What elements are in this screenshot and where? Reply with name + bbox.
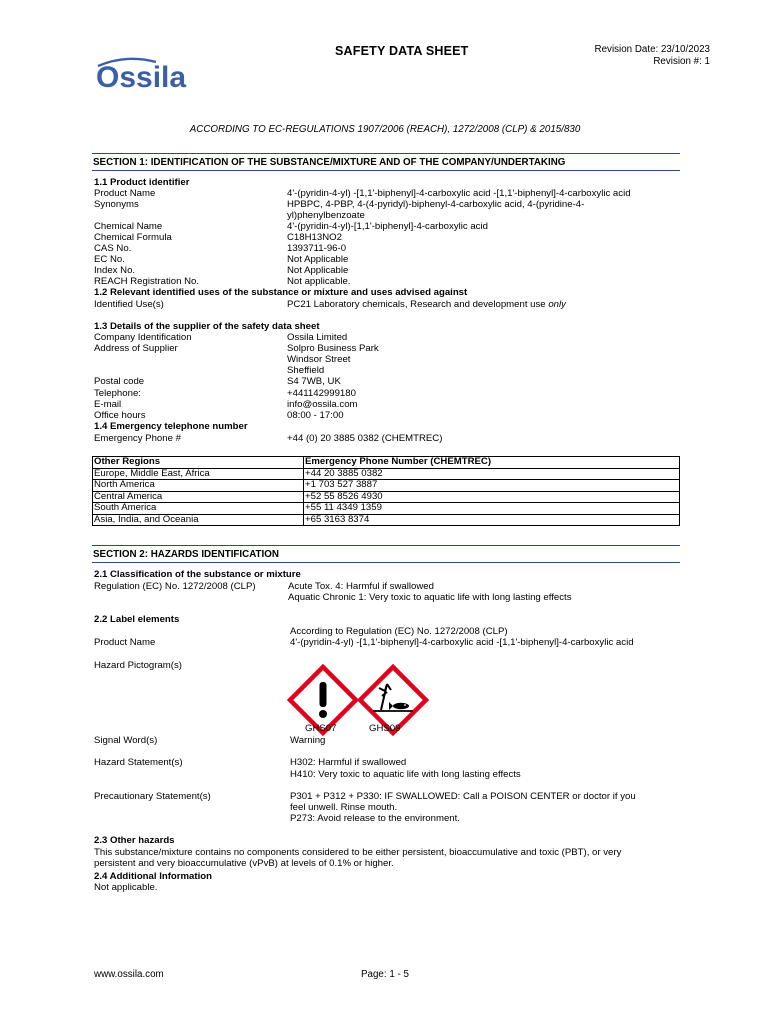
value: P301 + P312 + P330: IF SWALLOWED: Call a POISON CENTER or doctor if you [290,791,636,802]
table-row [93,514,680,526]
svg-text:Ossila: Ossila [96,61,187,92]
section2-heading: SECTION 2: HAZARDS IDENTIFICATION [92,545,680,563]
ghs09-label: GHS09 [369,723,401,734]
label: Synonyms [94,199,139,210]
label: Signal Word(s) [94,735,158,746]
other-hazards-text-2: persistent and very bioaccumulative (vPvB) at levels of 0.1% or higher. [94,858,394,869]
ossila-logo-icon [96,56,204,92]
s12-title: 1.2 Relevant identified uses of the substance or mixture and uses advised against [94,287,468,298]
label: Telephone: [94,388,141,399]
s14-title: 1.4 Emergency telephone number [94,421,248,432]
s22-title: 2.2 Label elements [94,614,180,625]
value: Not Applicable [287,254,349,265]
table-cell: Asia, India, and Oceania [93,514,304,526]
table-cell: +44 20 3885 0382 [304,468,680,480]
value: Warning [290,735,326,746]
s21-title: 2.1 Classification of the substance or mixture [94,569,301,580]
s24-title: 2.4 Additional Information [94,871,212,882]
value: Not Applicable [287,265,349,276]
value: 4'-(pyridin-4-yl)-[1,1'-biphenyl]-4-carboxylic acid [287,221,488,232]
s23-title: 2.3 Other hazards [94,835,175,846]
value: 1393711-96-0 [287,243,347,254]
label: Precautionary Statement(s) [94,791,211,802]
regulation-line: ACCORDING TO EC-REGULATIONS 1907/2006 (REACH), 1272/2008 (CLP) & 2015/830 [189,124,581,135]
label: Company Identification [94,332,192,343]
other-hazards-text: This substance/mixture contains no components considered to be either persistent, bioaccumulative and toxic (PBT), or very [94,847,622,858]
value: H410: Very toxic to aquatic life with long lasting effects [290,769,521,780]
uses-only: only [548,299,566,310]
table-cell: +55 11 4349 1359 [304,503,680,515]
label: Chemical Formula [94,232,172,243]
uses-text: PC21 Laboratory chemicals, Research and development use [287,299,546,310]
table-cell: South America [93,503,304,515]
label: CAS No. [94,243,132,254]
value: C18H13NO2 [287,232,342,243]
label: Hazard Pictogram(s) [94,660,182,671]
value: yl)phenylbenzoate [287,210,365,221]
document-title: SAFETY DATA SHEET [335,44,469,58]
value: 08:00 - 17:00 [287,410,344,421]
revision-info [595,44,710,68]
label: Postal code [94,376,145,387]
table-header-row [93,457,680,469]
table-cell: +1 703 527 3887 [304,480,680,492]
value: Windsor Street [287,354,351,365]
label: Address of Supplier [94,343,178,354]
value: Not applicable. [287,276,351,287]
footer-website: www.ossila.com [94,969,164,980]
table-cell: Europe, Middle East, Africa [93,468,304,480]
value: Acute Tox. 4: Harmful if swallowed [288,581,434,592]
value: HPBPC, 4-PBP, 4-(4-pyridyl)-biphenyl-4-carboxylic acid, 4-(pyridine-4- [287,199,585,210]
label: Product Name [94,188,156,199]
table-cell: +52 55 8526 4930 [304,491,680,503]
table-row [93,468,680,480]
s11-title: 1.1 Product identifier [94,177,190,188]
value: +441142999180 [287,388,356,399]
table-cell: Central America [93,491,304,503]
label: Index No. [94,265,136,276]
value: Ossila Limited [287,332,348,343]
revision-date: Revision Date: 23/10/2023 [594,44,710,55]
emergency-table [92,456,680,526]
value: +44 (0) 20 3885 0382 (CHEMTREC) [287,433,443,444]
table-row [93,491,680,503]
label: E-mail [94,399,122,410]
label: Identified Use(s) [94,299,164,310]
value: S4 7WB, UK [287,376,341,387]
s13-title: 1.3 Details of the supplier of the safety data sheet [94,321,320,332]
value: feel unwell. Rinse mouth. [290,802,398,813]
value: info@ossila.com [287,399,358,410]
revision-number: Revision #: 1 [653,56,710,67]
section1-heading: SECTION 1: IDENTIFICATION OF THE SUBSTANCE/MIXTURE AND OF THE COMPANY/UNDERTAKING [92,153,680,171]
label: Chemical Name [94,221,163,232]
table-cell: North America [93,480,304,492]
table-row [93,480,680,492]
label: Regulation (EC) No. 1272/2008 (CLP) [94,581,256,592]
value: Aquatic Chronic 1: Very toxic to aquatic life with long lasting effects [288,592,572,603]
label: Office hours [94,410,146,421]
table-header-cell: Emergency Phone Number (CHEMTREC) [304,457,680,469]
label: Product Name [94,637,156,648]
table-row [93,503,680,515]
value: Solpro Business Park [287,343,379,354]
label: Emergency Phone # [94,433,181,444]
value: According to Regulation (EC) No. 1272/2008 (CLP) [290,626,508,637]
value: H302: Harmful if swallowed [290,757,407,768]
value: P273: Avoid release to the environment. [290,813,460,824]
value: Sheffield [287,365,325,376]
value [287,299,687,310]
value: 4'-(pyridin-4-yl) -[1,1'-biphenyl]-4-carboxylic acid -[1,1'-biphenyl]-4-carboxylic acid [287,188,631,199]
ossila-logo [96,56,204,95]
table-header-cell: Other Regions [93,457,304,469]
additional-info: Not applicable. [94,882,158,893]
label: REACH Registration No. [94,276,200,287]
table-cell: +65 3163 8374 [304,514,680,526]
label: EC No. [94,254,125,265]
footer-page-number: Page: 1 - 5 [361,969,409,980]
label: Hazard Statement(s) [94,757,183,768]
value: 4'-(pyridin-4-yl) -[1,1'-biphenyl]-4-carboxylic acid -[1,1'-biphenyl]-4-carboxylic acid [290,637,634,648]
ghs07-label: GHS07 [305,723,337,734]
